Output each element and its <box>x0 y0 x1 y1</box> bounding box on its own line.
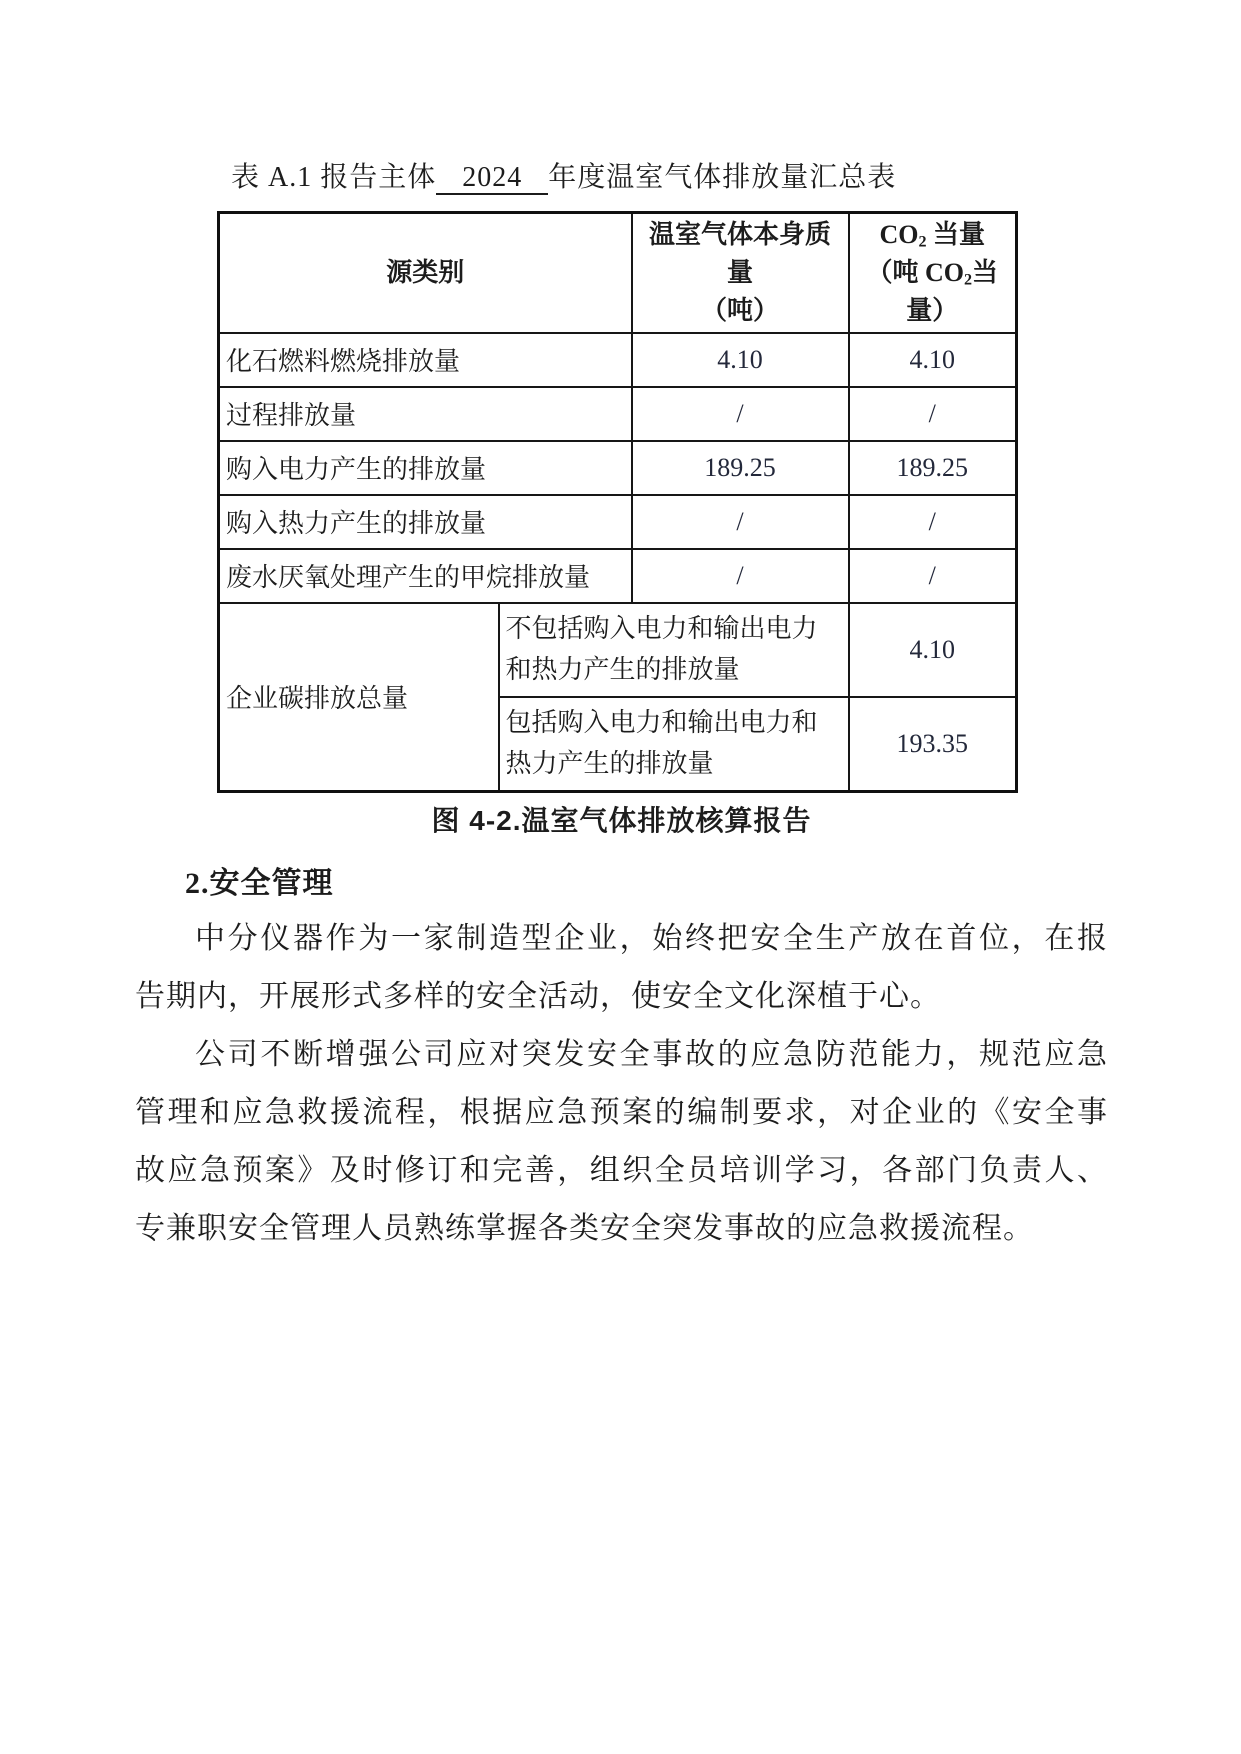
table-title-year-underlined: 2024 <box>436 163 548 195</box>
table-title-prefix: 表 A.1 报告主体 <box>231 162 437 193</box>
body-text <box>135 910 1108 1258</box>
paragraph-line: 故应急预案》及时修订和完善，组织全员培训学习，各部门负责人、 <box>135 1153 1108 1187</box>
table-title-suffix: 年度温室气体排放量汇总表 <box>548 162 897 193</box>
header-source-category: 源类别 <box>219 213 632 333</box>
paragraph-line: 管理和应急救援流程，根据应急预案的编制要求，对企业的《安全事 <box>135 1095 1108 1129</box>
co2e-value-cell: 189.25 <box>849 441 1017 495</box>
table-row <box>219 549 1017 603</box>
table-row-total <box>219 603 1017 697</box>
header-co2-equivalent <box>849 213 1017 333</box>
mass-value-cell: / <box>632 387 849 441</box>
total-desc-cell: 包括购入电力和输出电力和热力产生的排放量 <box>499 697 849 792</box>
total-value-cell: 193.35 <box>849 697 1017 792</box>
source-label-cell: 化石燃料燃烧排放量 <box>219 333 632 387</box>
table-row <box>219 387 1017 441</box>
source-label-cell: 购入电力产生的排放量 <box>219 441 632 495</box>
figure-caption: 图 4-2.温室气体排放核算报告 <box>431 804 812 836</box>
paragraph-line: 专兼职安全管理人员熟练掌握各类安全突发事故的应急救援流程。 <box>135 1211 1034 1245</box>
co2e-value-cell: / <box>849 387 1017 441</box>
table-row <box>219 495 1017 549</box>
co2-subscript: 2 <box>918 233 927 251</box>
mass-value-cell: / <box>632 495 849 549</box>
co2e-value-cell: 4.10 <box>849 333 1017 387</box>
source-label-cell: 购入热力产生的排放量 <box>219 495 632 549</box>
table-row <box>219 333 1017 387</box>
total-label-cell: 企业碳排放总量 <box>219 603 499 792</box>
co2e-value-cell: / <box>849 549 1017 603</box>
total-desc-cell: 不包括购入电力和输出电力和热力产生的排放量 <box>499 603 849 697</box>
co2-paren-subscript: 2 <box>963 271 973 289</box>
header-ghg-mass <box>632 213 849 333</box>
table-title <box>231 163 1108 195</box>
header-ghg-mass-line1: 温室气体本身质量 <box>649 220 832 287</box>
table-header-row <box>219 213 1017 333</box>
section-heading: 2.安全管理 <box>185 866 334 900</box>
co2e-value-cell: / <box>849 495 1017 549</box>
source-label-cell: 废水厌氧处理产生的甲烷排放量 <box>219 549 632 603</box>
total-value-cell: 4.10 <box>849 603 1017 697</box>
mass-value-cell: 189.25 <box>632 441 849 495</box>
co2-unit-text: 当量 <box>926 220 986 249</box>
mass-value-cell: / <box>632 549 849 603</box>
source-label-cell: 过程排放量 <box>219 387 632 441</box>
co2-paren-unit-text: 当量） <box>906 257 999 325</box>
co2-paren-text: （吨 CO <box>866 257 964 287</box>
mass-value-cell: 4.10 <box>632 333 849 387</box>
table-row <box>219 441 1017 495</box>
header-ghg-mass-line2: （吨） <box>701 295 780 325</box>
emissions-summary-table <box>217 211 1018 793</box>
paragraph-line: 告期内，开展形式多样的安全活动，使安全文化深植于心。 <box>135 979 941 1013</box>
paragraph-line: 中分仪器作为一家制造型企业，始终把安全生产放在首位，在报 <box>195 921 1108 955</box>
co2-text: CO <box>879 220 919 249</box>
paragraph-line: 公司不断增强公司应对突发安全事故的应急防范能力，规范应急 <box>195 1037 1108 1071</box>
